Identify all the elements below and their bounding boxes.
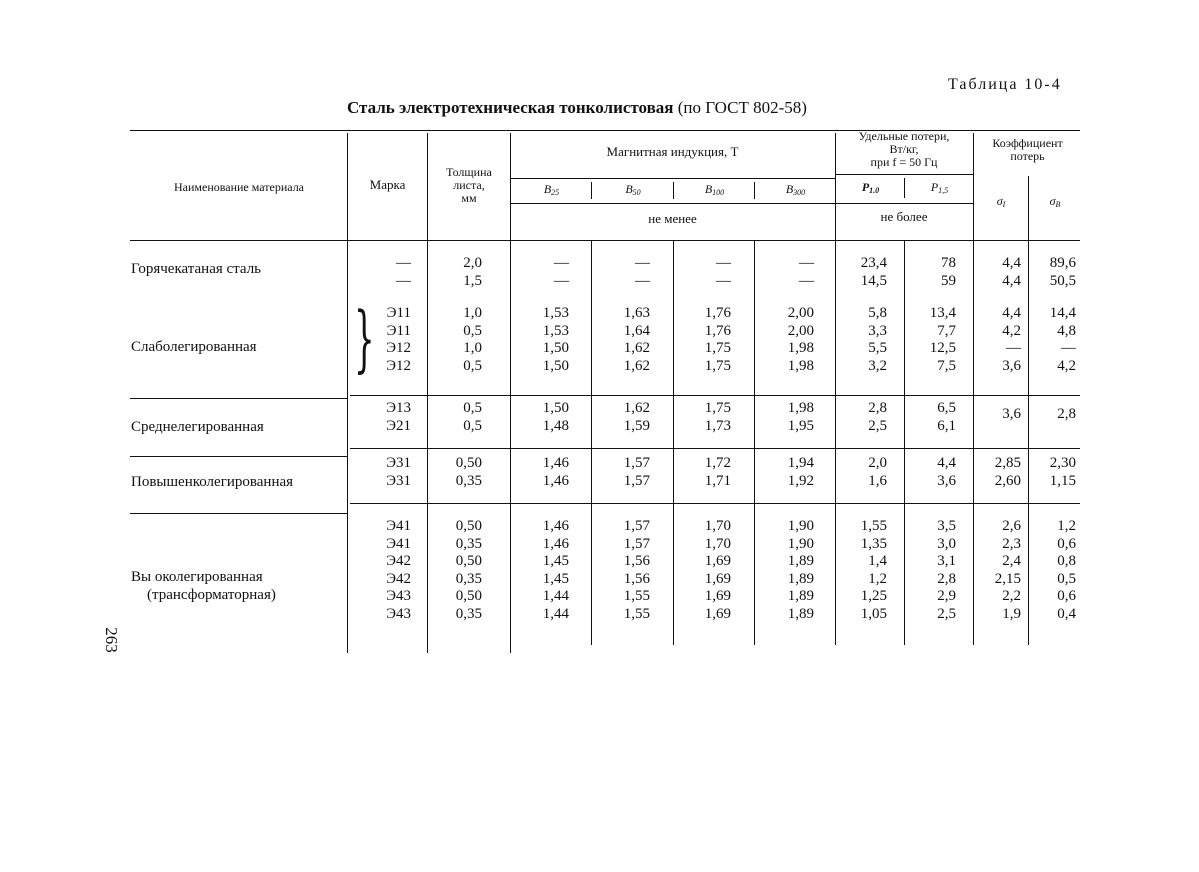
header-coef: Коэффициент потерь (992, 136, 1063, 163)
table-cell-p10: 1,2 (868, 570, 887, 587)
group-name-high-alloy: Вы околегированная (трансформаторная) (131, 569, 276, 603)
table-title-source: (по ГОСТ 802-58) (677, 98, 807, 117)
table-cell-thickness: 0,5 (463, 322, 482, 339)
header-material: Наименование материала (173, 180, 305, 194)
table-cell-b25: — (554, 272, 569, 289)
table-cell-b100: 1,71 (704, 472, 731, 489)
table-cell-p10: 23,4 (860, 255, 887, 271)
table-cell-b25: 1,44 (542, 605, 569, 622)
group-name-increased-alloy: Повышенколегированная (131, 474, 294, 490)
table-cell-thickness: 0,35 (455, 535, 482, 552)
group-brace: } (354, 296, 375, 380)
table-cell-p15: 7,7 (937, 322, 956, 339)
table-cell-thickness: 0,35 (455, 472, 482, 489)
header-b100: $B_{100}$ (704, 182, 725, 197)
table-cell-b300: 1,94 (787, 455, 814, 471)
table-cell-b300: — (799, 272, 814, 289)
table-cell-b50: — (635, 255, 650, 271)
table-cell-sigma-b: 0,4 (1057, 605, 1076, 622)
table-cell-sigma-b: 0,8 (1057, 553, 1076, 569)
table-cell-p10: 1,4 (868, 553, 887, 569)
table-cell-sigma-b: 50,5 (1049, 272, 1076, 289)
header-grade: Марка (369, 177, 406, 192)
table-label: Таблица 10-4 (948, 76, 1062, 93)
page-number: 263 (101, 627, 121, 653)
table-cell-b100: 1,76 (704, 305, 731, 321)
table-cell-b50: 1,62 (623, 357, 650, 374)
table-cell-sigma-i: 3,6 (1002, 357, 1021, 374)
header-b300: $B_{300}$ (785, 182, 806, 197)
table-cell-b50: 1,55 (623, 588, 650, 604)
table-cell-sigma-b: 2,30 (1049, 455, 1076, 471)
table-cell-p15: 12,5 (929, 340, 956, 356)
table-cell-p15: 2,9 (937, 588, 956, 604)
header-sigma-i: $\sigma_I$ (996, 194, 1006, 209)
group-name-hot-rolled: Горячекатаная сталь (131, 261, 262, 277)
table-cell-b50: 1,57 (623, 535, 650, 552)
table-cell-sigma-b: 0,5 (1057, 570, 1076, 587)
table-cell-grade: — (396, 272, 411, 289)
table-cell-thickness: 0,50 (455, 518, 482, 534)
table-cell-p15: 3,5 (937, 518, 956, 534)
table-cell-sigma-b: 0,6 (1057, 588, 1076, 604)
table-cell-sigma-i: 2,60 (994, 472, 1021, 489)
table-cell-b100: 1,73 (704, 417, 731, 434)
table-cell-sigma-b: 4,2 (1057, 357, 1076, 374)
table-cell-grade: Э12 (386, 357, 411, 374)
table-cell-sigma-i: 4,4 (1002, 305, 1021, 321)
header-b50: $B_{50}$ (625, 182, 641, 197)
table-cell-b300: 1,89 (787, 570, 814, 587)
table-cell-grade: Э43 (386, 588, 411, 604)
table-cell-p15: 59 (941, 272, 956, 289)
table-cell-b25: 1,46 (542, 455, 569, 471)
table-cell-b100: 1,72 (704, 455, 731, 471)
table-cell-sigma-i: 2,6 (1002, 518, 1021, 534)
table-cell-sigma-i: — (1006, 340, 1021, 356)
table-cell-b100: 1,75 (704, 357, 731, 374)
table-cell-sigma-i: 2,4 (1002, 553, 1021, 569)
table-cell-thickness: 0,5 (463, 357, 482, 374)
table-cell-p10: 1,05 (860, 605, 887, 622)
table-cell-sigma-b: 1,2 (1057, 518, 1076, 534)
table-cell-thickness: 0,35 (455, 570, 482, 587)
table-cell-b50: 1,56 (623, 570, 650, 587)
table-title (347, 98, 807, 118)
table-cell-b25: 1,46 (542, 535, 569, 552)
table-cell-b300: 1,89 (787, 588, 814, 604)
table-cell-grade: Э11 (386, 305, 411, 321)
table-cell-thickness: 0,5 (463, 400, 482, 416)
table-cell-grade: Э13 (386, 400, 411, 416)
table-cell-p15: 3,0 (937, 535, 956, 552)
table-cell-p10: 1,35 (860, 535, 887, 552)
table-cell-b100: — (716, 272, 731, 289)
table-cell-p10: 1,55 (860, 518, 887, 534)
table-cell-b300: 1,90 (787, 518, 814, 534)
table-cell-b300: 1,95 (787, 417, 814, 434)
table-cell-thickness: 2,0 (463, 255, 482, 271)
table-cell-p15: 3,1 (937, 553, 956, 569)
table-cell-p10: 5,8 (868, 305, 887, 321)
table-cell-b300: 1,89 (787, 553, 814, 569)
table-cell-b300: 1,89 (787, 605, 814, 622)
table-cell-p15: 78 (941, 255, 956, 271)
table-cell-b100: — (716, 255, 731, 271)
header-losses: Удельные потери, Вт/кг, при f = 50 Гц (858, 129, 950, 169)
table-cell-sigma-i: 2,85 (994, 455, 1021, 471)
table-cell-b50: 1,62 (623, 340, 650, 356)
table-cell-b50: 1,59 (623, 417, 650, 434)
table-cell-b25: 1,50 (542, 357, 569, 374)
table-cell-grade: Э42 (386, 553, 411, 569)
table-cell-b100: 1,70 (704, 518, 731, 534)
table-cell-b100: 1,69 (704, 605, 731, 622)
table-cell-b50: 1,57 (623, 472, 650, 489)
table-cell-b100: 1,76 (704, 322, 731, 339)
table-cell-b50: — (635, 272, 650, 289)
table-cell-grade: Э12 (386, 340, 411, 356)
table-cell-b25: 1,45 (542, 553, 569, 569)
table-cell-p15: 7,5 (937, 357, 956, 374)
group-name-low-alloy: Слаболегированная (131, 339, 257, 355)
table-cell-sigma-i: 4,4 (1002, 272, 1021, 289)
table-cell-p15: 4,4 (937, 455, 956, 471)
table-cell-sigma-i: 2,15 (994, 570, 1021, 587)
table-cell-p15: 2,5 (937, 605, 956, 622)
table-cell-b100: 1,69 (704, 570, 731, 587)
table-cell-p15: 13,4 (929, 305, 956, 321)
table-cell-grade: Э41 (386, 518, 411, 534)
table-cell-grade: Э42 (386, 570, 411, 587)
table-cell-b50: 1,57 (623, 455, 650, 471)
table-cell-b50: 1,55 (623, 605, 650, 622)
table-cell-b300: 1,98 (787, 400, 814, 416)
table-cell-b300: 1,98 (787, 340, 814, 356)
table-cell-b100: 1,70 (704, 535, 731, 552)
header-sigma-b: $\sigma_В$ (1049, 194, 1061, 209)
table-cell-grade: Э11 (386, 322, 411, 339)
table-cell-sigma-b: 2,8 (1057, 406, 1076, 422)
table-cell-sigma-b: 1,15 (1049, 472, 1076, 489)
table-cell-sigma-i: 3,6 (1002, 406, 1021, 422)
table-cell-p10: 1,6 (868, 472, 887, 489)
table-cell-p10: 3,3 (868, 322, 887, 339)
table-cell-sigma-i: 1,9 (1002, 605, 1021, 622)
group-name-medium-alloy: Среднелегированная (131, 419, 264, 435)
table-cell-b100: 1,69 (704, 553, 731, 569)
table-cell-sigma-i: 4,2 (1002, 322, 1021, 339)
table-cell-sigma-i: 4,4 (1002, 255, 1021, 271)
table-cell-b25: 1,44 (542, 588, 569, 604)
table-cell-sigma-b: — (1061, 340, 1076, 356)
table-cell-p10: 2,5 (868, 417, 887, 434)
table-cell-p15: 3,6 (937, 472, 956, 489)
table-cell-p10: 3,2 (868, 357, 887, 374)
table-cell-p10: 14,5 (860, 272, 887, 289)
table-cell-thickness: 0,5 (463, 417, 482, 434)
header-b25: $B_{25}$ (543, 182, 560, 197)
table-cell-b50: 1,63 (623, 305, 650, 321)
table-cell-sigma-i: 2,3 (1002, 535, 1021, 552)
table-cell-thickness: 0,50 (455, 455, 482, 471)
table-cell-b300: 1,98 (787, 357, 814, 374)
table-cell-b50: 1,62 (623, 400, 650, 416)
table-cell-b25: 1,48 (542, 417, 569, 434)
table-cell-thickness: 1,5 (463, 272, 482, 289)
table-cell-b50: 1,57 (623, 518, 650, 534)
table-cell-sigma-b: 89,6 (1049, 255, 1076, 271)
table-cell-b100: 1,69 (704, 588, 731, 604)
table-cell-sigma-b: 4,8 (1057, 322, 1076, 339)
table-cell-thickness: 1,0 (463, 340, 482, 356)
table-cell-b300: 1,90 (787, 535, 814, 552)
header-p15: $P_{1,5}$ (930, 180, 949, 195)
table-cell-p10: 2,0 (868, 455, 887, 471)
header-thickness: Толщина листа, мм (446, 165, 492, 205)
table-cell-thickness: 0,50 (455, 588, 482, 604)
table-cell-p15: 6,5 (937, 400, 956, 416)
table-cell-b100: 1,75 (704, 340, 731, 356)
table-cell-b25: 1,50 (542, 400, 569, 416)
table-cell-b100: 1,75 (704, 400, 731, 416)
table-cell-p10: 2,8 (868, 400, 887, 416)
table-cell-thickness: 0,50 (455, 553, 482, 569)
table-cell-b25: 1,53 (542, 322, 569, 339)
table-cell-p15: 6,1 (937, 417, 956, 434)
table-cell-b50: 1,56 (623, 553, 650, 569)
table-cell-thickness: 1,0 (463, 305, 482, 321)
table-cell-b50: 1,64 (623, 322, 650, 339)
table-title-main: Сталь электротехническая тонколистовая (347, 98, 674, 117)
table-cell-grade: — (396, 255, 411, 271)
table-cell-p15: 2,8 (937, 570, 956, 587)
table-cell-b300: 2,00 (787, 305, 814, 321)
header-min-note: не менее (648, 211, 697, 226)
table-cell-b25: 1,45 (542, 570, 569, 587)
table-cell-sigma-i: 2,2 (1002, 588, 1021, 604)
table-cell-grade: Э31 (386, 472, 411, 489)
table-cell-b300: 1,92 (787, 472, 814, 489)
table-cell-grade: Э21 (386, 417, 411, 434)
table-cell-b25: 1,50 (542, 340, 569, 356)
table-cell-b25: 1,46 (542, 518, 569, 534)
header-p10: $P_{1.0}$ (861, 180, 880, 195)
table-cell-b25: 1,46 (542, 472, 569, 489)
table-cell-b300: — (799, 255, 814, 271)
table-cell-sigma-b: 14,4 (1049, 305, 1076, 321)
table-cell-b300: 2,00 (787, 322, 814, 339)
header-induction: Магнитная индукция, Т (606, 144, 739, 159)
table-cell-grade: Э41 (386, 535, 411, 552)
table-cell-thickness: 0,35 (455, 605, 482, 622)
header-max-note: не более (880, 209, 928, 224)
table-cell-grade: Э43 (386, 605, 411, 622)
table-cell-b25: 1,53 (542, 305, 569, 321)
table-cell-sigma-b: 0,6 (1057, 535, 1076, 552)
table-cell-p10: 1,25 (860, 588, 887, 604)
table-cell-grade: Э31 (386, 455, 411, 471)
table-cell-b25: — (554, 255, 569, 271)
table-cell-p10: 5,5 (868, 340, 887, 356)
